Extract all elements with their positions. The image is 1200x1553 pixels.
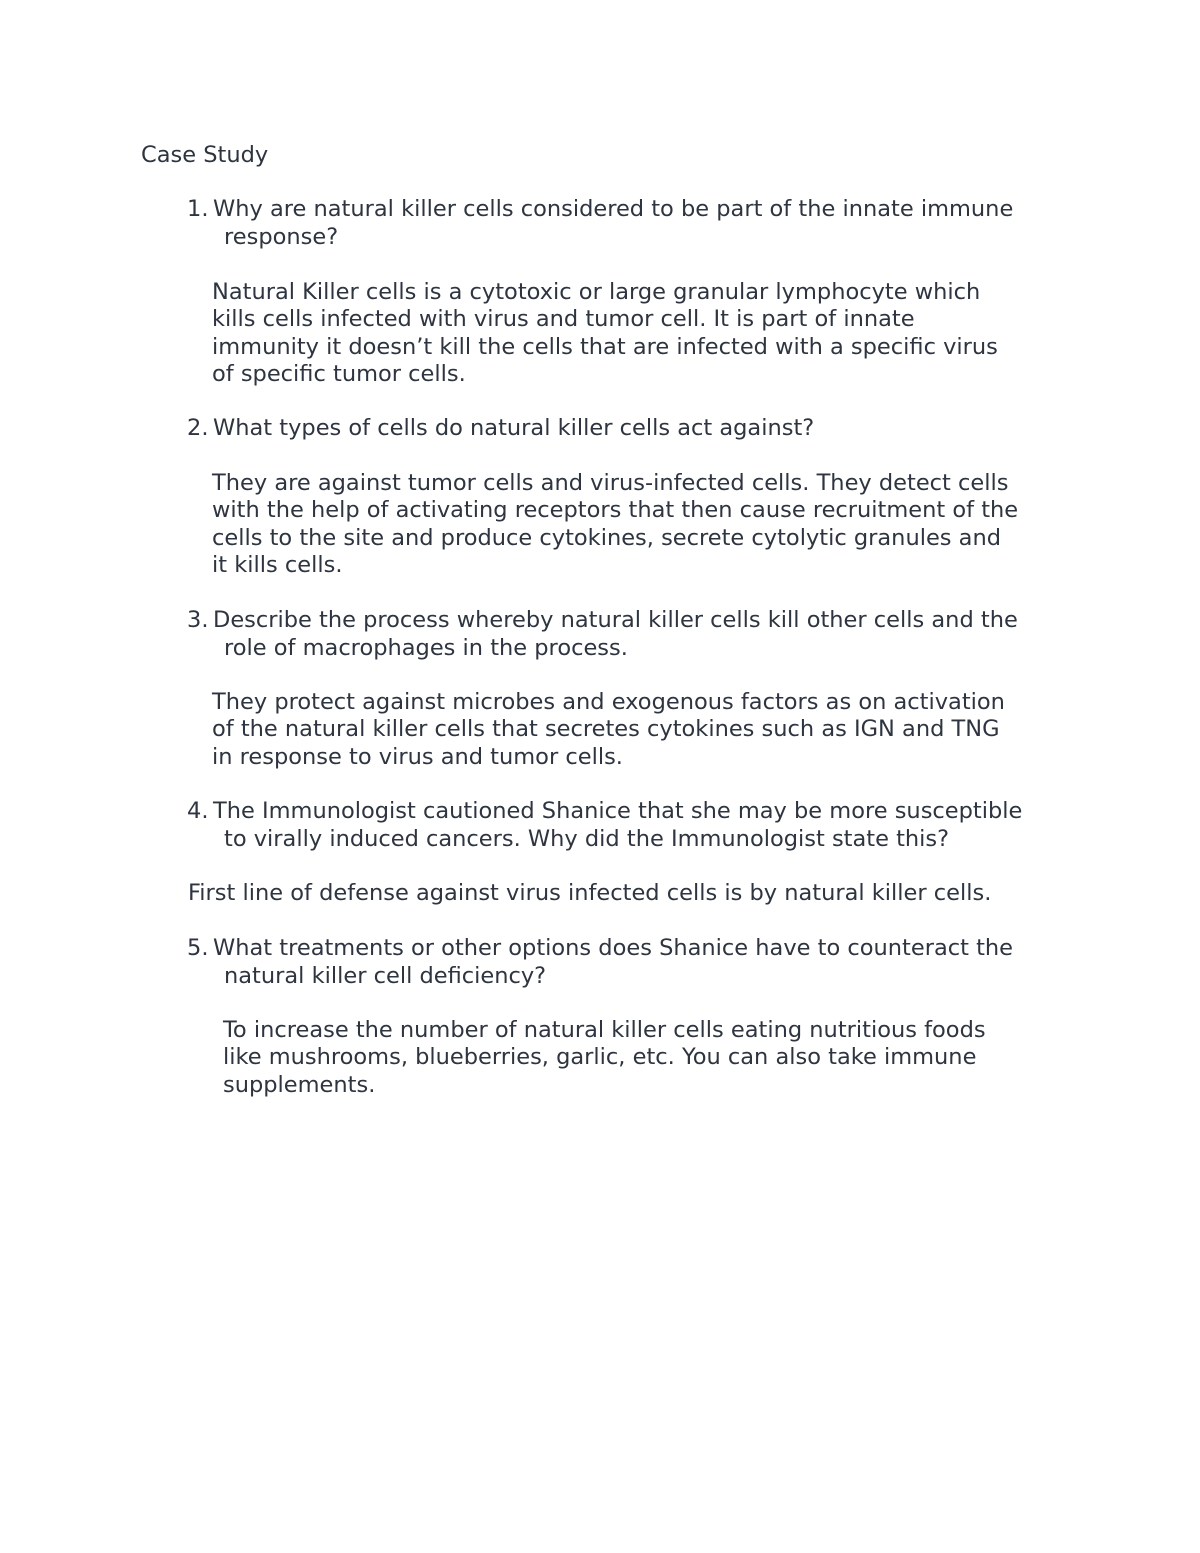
question-number-4: 4. — [187, 798, 209, 824]
answer-2-line-3: cells to the site and produce cytokines, secrete cytolytic granules and — [212, 524, 1002, 551]
answer-2-line-4: it kills cells. — [212, 552, 343, 579]
question-3-line-1: Describe the process whereby natural killer cells kill other cells and the — [213, 607, 1018, 633]
question-1-line-1: Why are natural killer cells considered to be part of the innate immune — [213, 196, 1014, 222]
question-1-line-2: response? — [224, 224, 339, 250]
answer-2 — [212, 470, 1018, 580]
answer-3 — [212, 689, 1005, 771]
question-3-line-2: role of macrophages in the process. — [224, 635, 628, 661]
answer-3-line-3: in response to virus and tumor cells. — [212, 743, 623, 770]
question-number-5: 5. — [187, 935, 209, 961]
answer-5-line-3: supplements. — [223, 1071, 376, 1098]
answer-1-line-2: kills cells infected with virus and tumor cell. It is part of innate — [212, 306, 915, 333]
answer-1-line-1: Natural Killer cells is a cytotoxic or large granular lymphocyte which — [212, 279, 981, 305]
answer-3-line-2: of the natural killer cells that secretes cytokines such as IGN and TNG — [212, 716, 1000, 743]
answer-3-line-1: They protect against microbes and exogenous factors as on activation — [212, 689, 1005, 715]
answer-1-line-3: immunity it doesn’t kill the cells that are infected with a specific virus — [212, 333, 998, 360]
answer-5 — [223, 1017, 986, 1099]
document-title: Case Study — [141, 142, 269, 168]
answer-4-line-1: First line of defense against virus infected cells is by natural killer cells. — [188, 880, 992, 906]
answer-1-line-4: of specific tumor cells. — [212, 361, 466, 388]
answer-2-line-1: They are against tumor cells and virus-infected cells. They detect cells — [212, 470, 1009, 496]
question-4-line-2: to virally induced cancers. Why did the Immunologist state this? — [224, 826, 950, 852]
answer-5-line-1: To increase the number of natural killer cells eating nutritious foods — [223, 1017, 986, 1043]
question-number-2: 2. — [187, 415, 209, 441]
question-number-3: 3. — [187, 607, 209, 633]
question-5-line-1: What treatments or other options does Shanice have to counteract the — [213, 935, 1014, 961]
answer-5-line-2: like mushrooms, blueberries, garlic, etc. You can also take immune — [223, 1044, 977, 1071]
answer-2-line-2: with the help of activating receptors that then cause recruitment of the — [212, 497, 1019, 524]
question-number-1: 1. — [187, 196, 209, 222]
question-2-line-1: What types of cells do natural killer cells act against? — [213, 415, 815, 441]
question-5-line-2: natural killer cell deficiency? — [224, 963, 547, 989]
answer-1 — [212, 279, 998, 389]
question-4-line-1: The Immunologist cautioned Shanice that she may be more susceptible — [213, 798, 1023, 824]
